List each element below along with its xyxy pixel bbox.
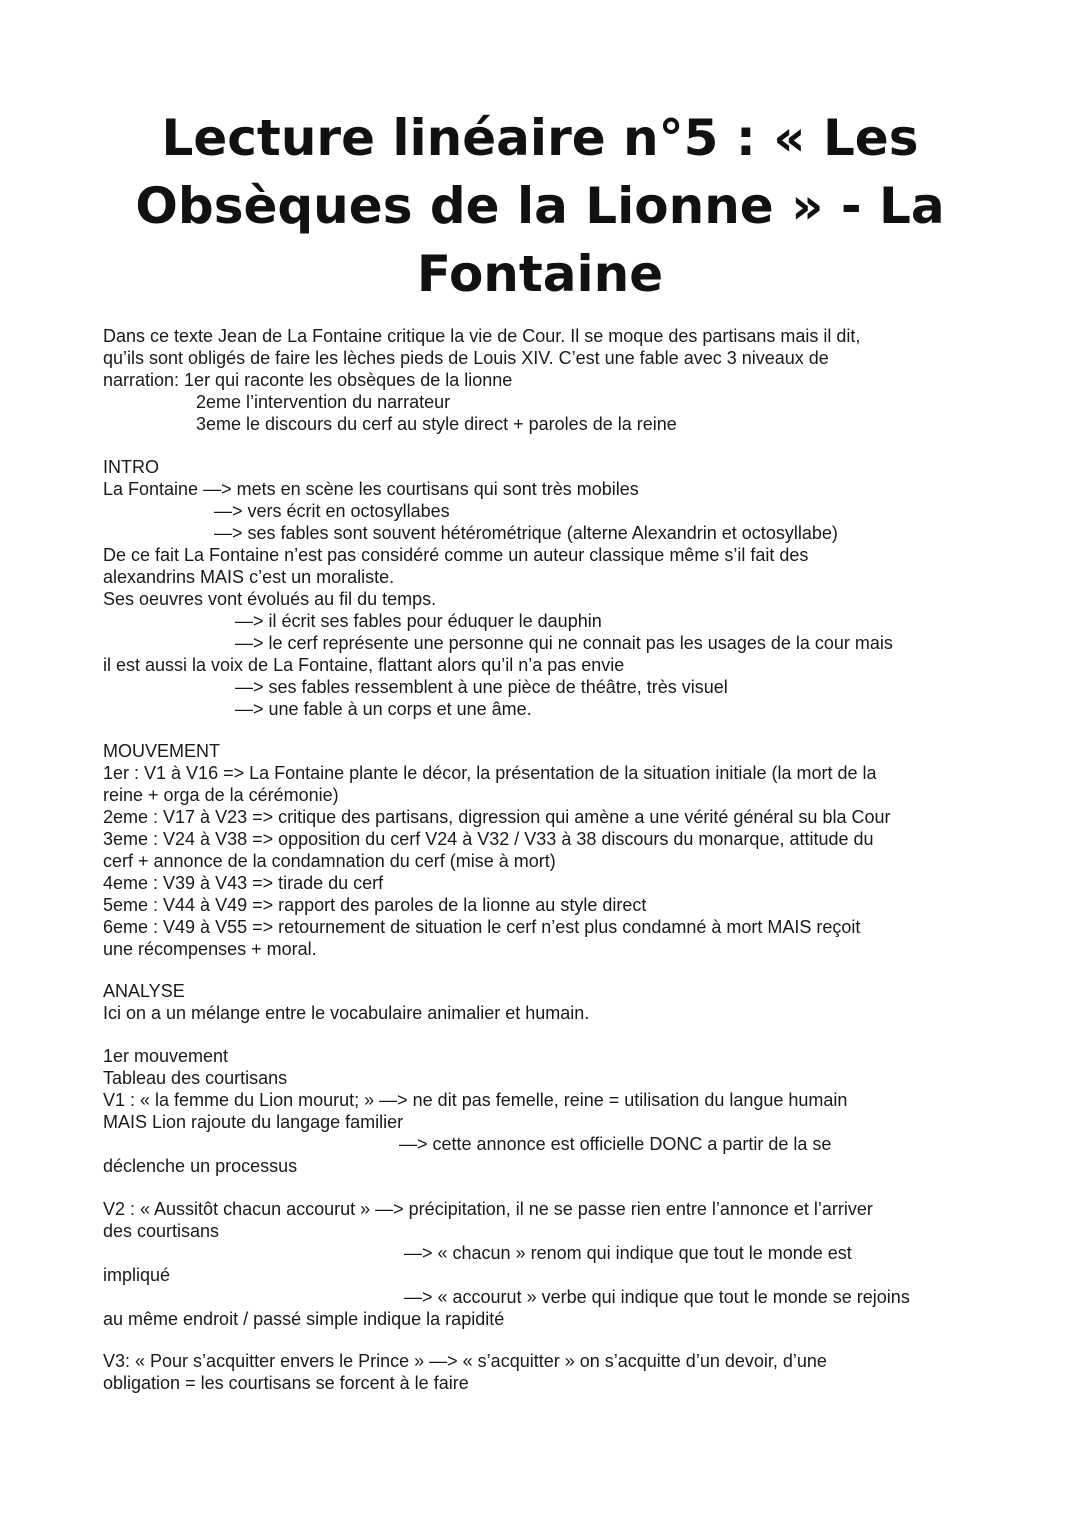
- section-heading-mouvement: MOUVEMENT: [103, 741, 220, 761]
- analyse-line: obligation = les courtisans se forcent à le faire: [103, 1373, 469, 1393]
- section-heading-analyse: ANALYSE: [103, 981, 185, 1001]
- mouvement-line: 2eme : V17 à V23 => critique des partisans, digression qui amène a une vérité général su bla Cour: [103, 807, 891, 827]
- intro-line: Ses oeuvres vont évolués au fil du temps.: [103, 589, 437, 609]
- subheading-courtisans: Tableau des courtisans: [103, 1068, 288, 1088]
- intro-paragraph-line: narration: 1er qui raconte les obsèques de la lionne: [103, 370, 513, 390]
- intro-line: —> une fable à un corps et une âme.: [235, 699, 532, 719]
- analyse-line: V3: « Pour s’acquitter envers le Prince » —> « s’acquitter » on s’acquitte d’un devoir, d’une: [103, 1351, 827, 1371]
- page-title: Lecture linéaire n°5 : « Les Obsèques de la Lionne » - La Fontaine: [135, 109, 945, 303]
- analyse-line: V2 : « Aussitôt chacun accourut » —> précipitation, il ne se passe rien entre l’annonce et l’arriver: [103, 1199, 873, 1219]
- mouvement-line: 1er : V1 à V16 => La Fontaine plante le décor, la présentation de la situation initiale (la mort de la: [103, 763, 877, 783]
- intro-line: —> le cerf représente une personne qui ne connait pas les usages de la cour mais: [235, 633, 893, 653]
- mouvement-line: reine + orga de la cérémonie): [103, 785, 339, 805]
- mouvement-line: 4eme : V39 à V43 => tirade du cerf: [103, 873, 384, 893]
- section-heading-intro: INTRO: [103, 457, 159, 477]
- intro-line: —> vers écrit en octosyllabes: [214, 501, 450, 521]
- analyse-line: impliqué: [103, 1265, 171, 1285]
- analyse-line: —> « chacun » renom qui indique que tout le monde est: [404, 1243, 852, 1263]
- intro-line: —> ses fables ressemblent à une pièce de théâtre, très visuel: [235, 677, 728, 697]
- mouvement-line: cerf + annonce de la condamnation du cerf (mise à mort): [103, 851, 556, 871]
- mouvement-line: 3eme : V24 à V38 => opposition du cerf V24 à V32 / V33 à 38 discours du monarque, attitude du: [103, 829, 874, 849]
- intro-line: De ce fait La Fontaine n’est pas considéré comme un auteur classique même s’il fait des: [103, 545, 809, 565]
- analyse-line: —> « accourut » verbe qui indique que tout le monde se rejoins: [404, 1287, 910, 1307]
- analyse-line: au même endroit / passé simple indique la rapidité: [103, 1309, 505, 1329]
- mouvement-line: une récompenses + moral.: [103, 939, 317, 959]
- analyse-line: MAIS Lion rajoute du langage familier: [103, 1112, 404, 1132]
- analyse-line: —> cette annonce est officielle DONC a partir de la se: [399, 1134, 832, 1154]
- subheading-first-movement: 1er mouvement: [103, 1046, 229, 1066]
- intro-paragraph-line: 2eme l’intervention du narrateur: [196, 392, 451, 412]
- intro-line: alexandrins MAIS c’est un moraliste.: [103, 567, 395, 587]
- intro-paragraph-line: Dans ce texte Jean de La Fontaine critique la vie de Cour. Il se moque des partisans mais il dit,: [103, 326, 861, 346]
- intro-line: il est aussi la voix de La Fontaine, flattant alors qu’il n’a pas envie: [103, 655, 625, 675]
- intro-paragraph-line: qu’ils sont obligés de faire les lèches pieds de Louis XIV. C’est une fable avec 3 niveaux de: [103, 348, 829, 368]
- intro-line: La Fontaine —> mets en scène les courtisans qui sont très mobiles: [103, 479, 639, 499]
- intro-line: —> ses fables sont souvent hétérométrique (alterne Alexandrin et octosyllabe): [214, 523, 838, 543]
- intro-line: —> il écrit ses fables pour éduquer le dauphin: [235, 611, 602, 631]
- analyse-line: V1 : « la femme du Lion mourut; » —> ne dit pas femelle, reine = utilisation du langue humain: [103, 1090, 848, 1110]
- mouvement-line: 5eme : V44 à V49 => rapport des paroles de la lionne au style direct: [103, 895, 647, 915]
- intro-paragraph-line: 3eme le discours du cerf au style direct + paroles de la reine: [196, 414, 677, 434]
- analyse-line: des courtisans: [103, 1221, 220, 1241]
- analyse-line: Ici on a un mélange entre le vocabulaire animalier et humain.: [103, 1003, 590, 1023]
- mouvement-line: 6eme : V49 à V55 => retournement de situation le cerf n’est plus condamné à mort MAIS reçoit: [103, 917, 861, 937]
- analyse-line: déclenche un processus: [103, 1156, 298, 1176]
